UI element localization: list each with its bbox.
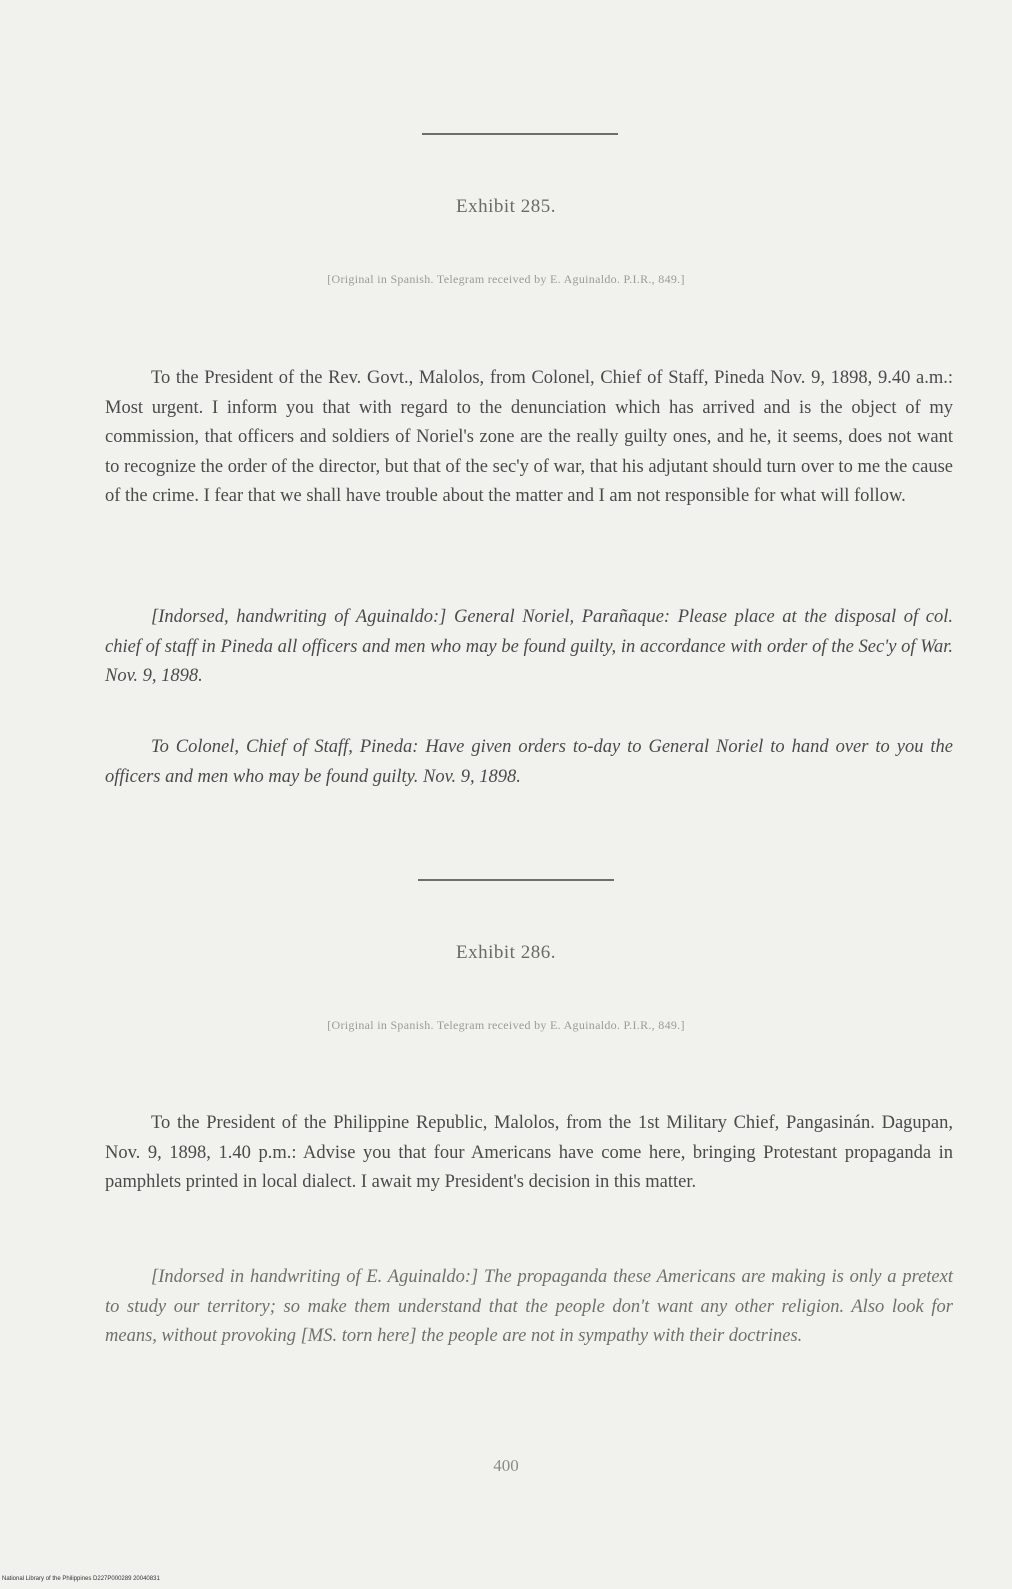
exhibit-285-indorsement: [Indorsed, handwriting of Aguinaldo:] General Noriel, Parañaque: Please place at the disposal of col. chief of staff in Pineda all officers and men who may be found guilty, in accordance with order of the Sec'y of War. Nov. 9, 1898.	[105, 607, 953, 686]
exhibit-286-title: Exhibit 286.	[456, 942, 556, 963]
archive-footer-caption: National Library of the Philippines D227P000289 20040831	[2, 1576, 160, 1582]
exhibit-286-telegram-text: To the President of the Philippine Republic, Malolos, from the 1st Military Chief, Pangasinán. Dagupan, Nov. 9, 1898, 1.40 p.m.: Advise you that four Americans have come here, bringing Protestant propaganda in pamphlets printed in local dialect. I await my President's decision in this matter.	[105, 1113, 953, 1192]
section-divider-top	[422, 133, 618, 135]
exhibit-285-telegram-text: To the President of the Rev. Govt., Malolos, from Colonel, Chief of Staff, Pineda Nov. 9, 1898, 9.40 a.m.: Most urgent. I inform you that with regard to the denunciation which has arrived and is the object of my commission, that officers and soldiers of Noriel's zone are the really guilty ones, and he, it seems, does not want to recognize the order of the director, but that of the sec'y of war, that his adjutant should turn over to me the cause of the crime. I fear that we shall have trouble about the matter and I am not responsible for what will follow.	[105, 368, 953, 506]
section-divider-middle	[418, 879, 614, 881]
exhibit-286-indorsement: [Indorsed in handwriting of E. Aguinaldo:] The propaganda these Americans are making is only a pretext to study our territory; so make them understand that the people don't want any other religion. Also look for means, without provoking [MS. torn here] the people are not in sympathy with their doctrines.	[105, 1267, 953, 1346]
exhibit-285-reply: To Colonel, Chief of Staff, Pineda: Have given orders to-day to General Noriel to hand over to you the officers and men who may be found guilty. Nov. 9, 1898.	[105, 737, 953, 787]
exhibit-285-title: Exhibit 285.	[456, 196, 556, 217]
exhibit-286-source-note: [Original in Spanish. Telegram received by E. Aguinaldo. P.I.R., 849.]	[327, 1018, 685, 1032]
page-number: 400	[493, 1456, 519, 1475]
exhibit-285-source-note: [Original in Spanish. Telegram received by E. Aguinaldo. P.I.R., 849.]	[327, 272, 685, 286]
